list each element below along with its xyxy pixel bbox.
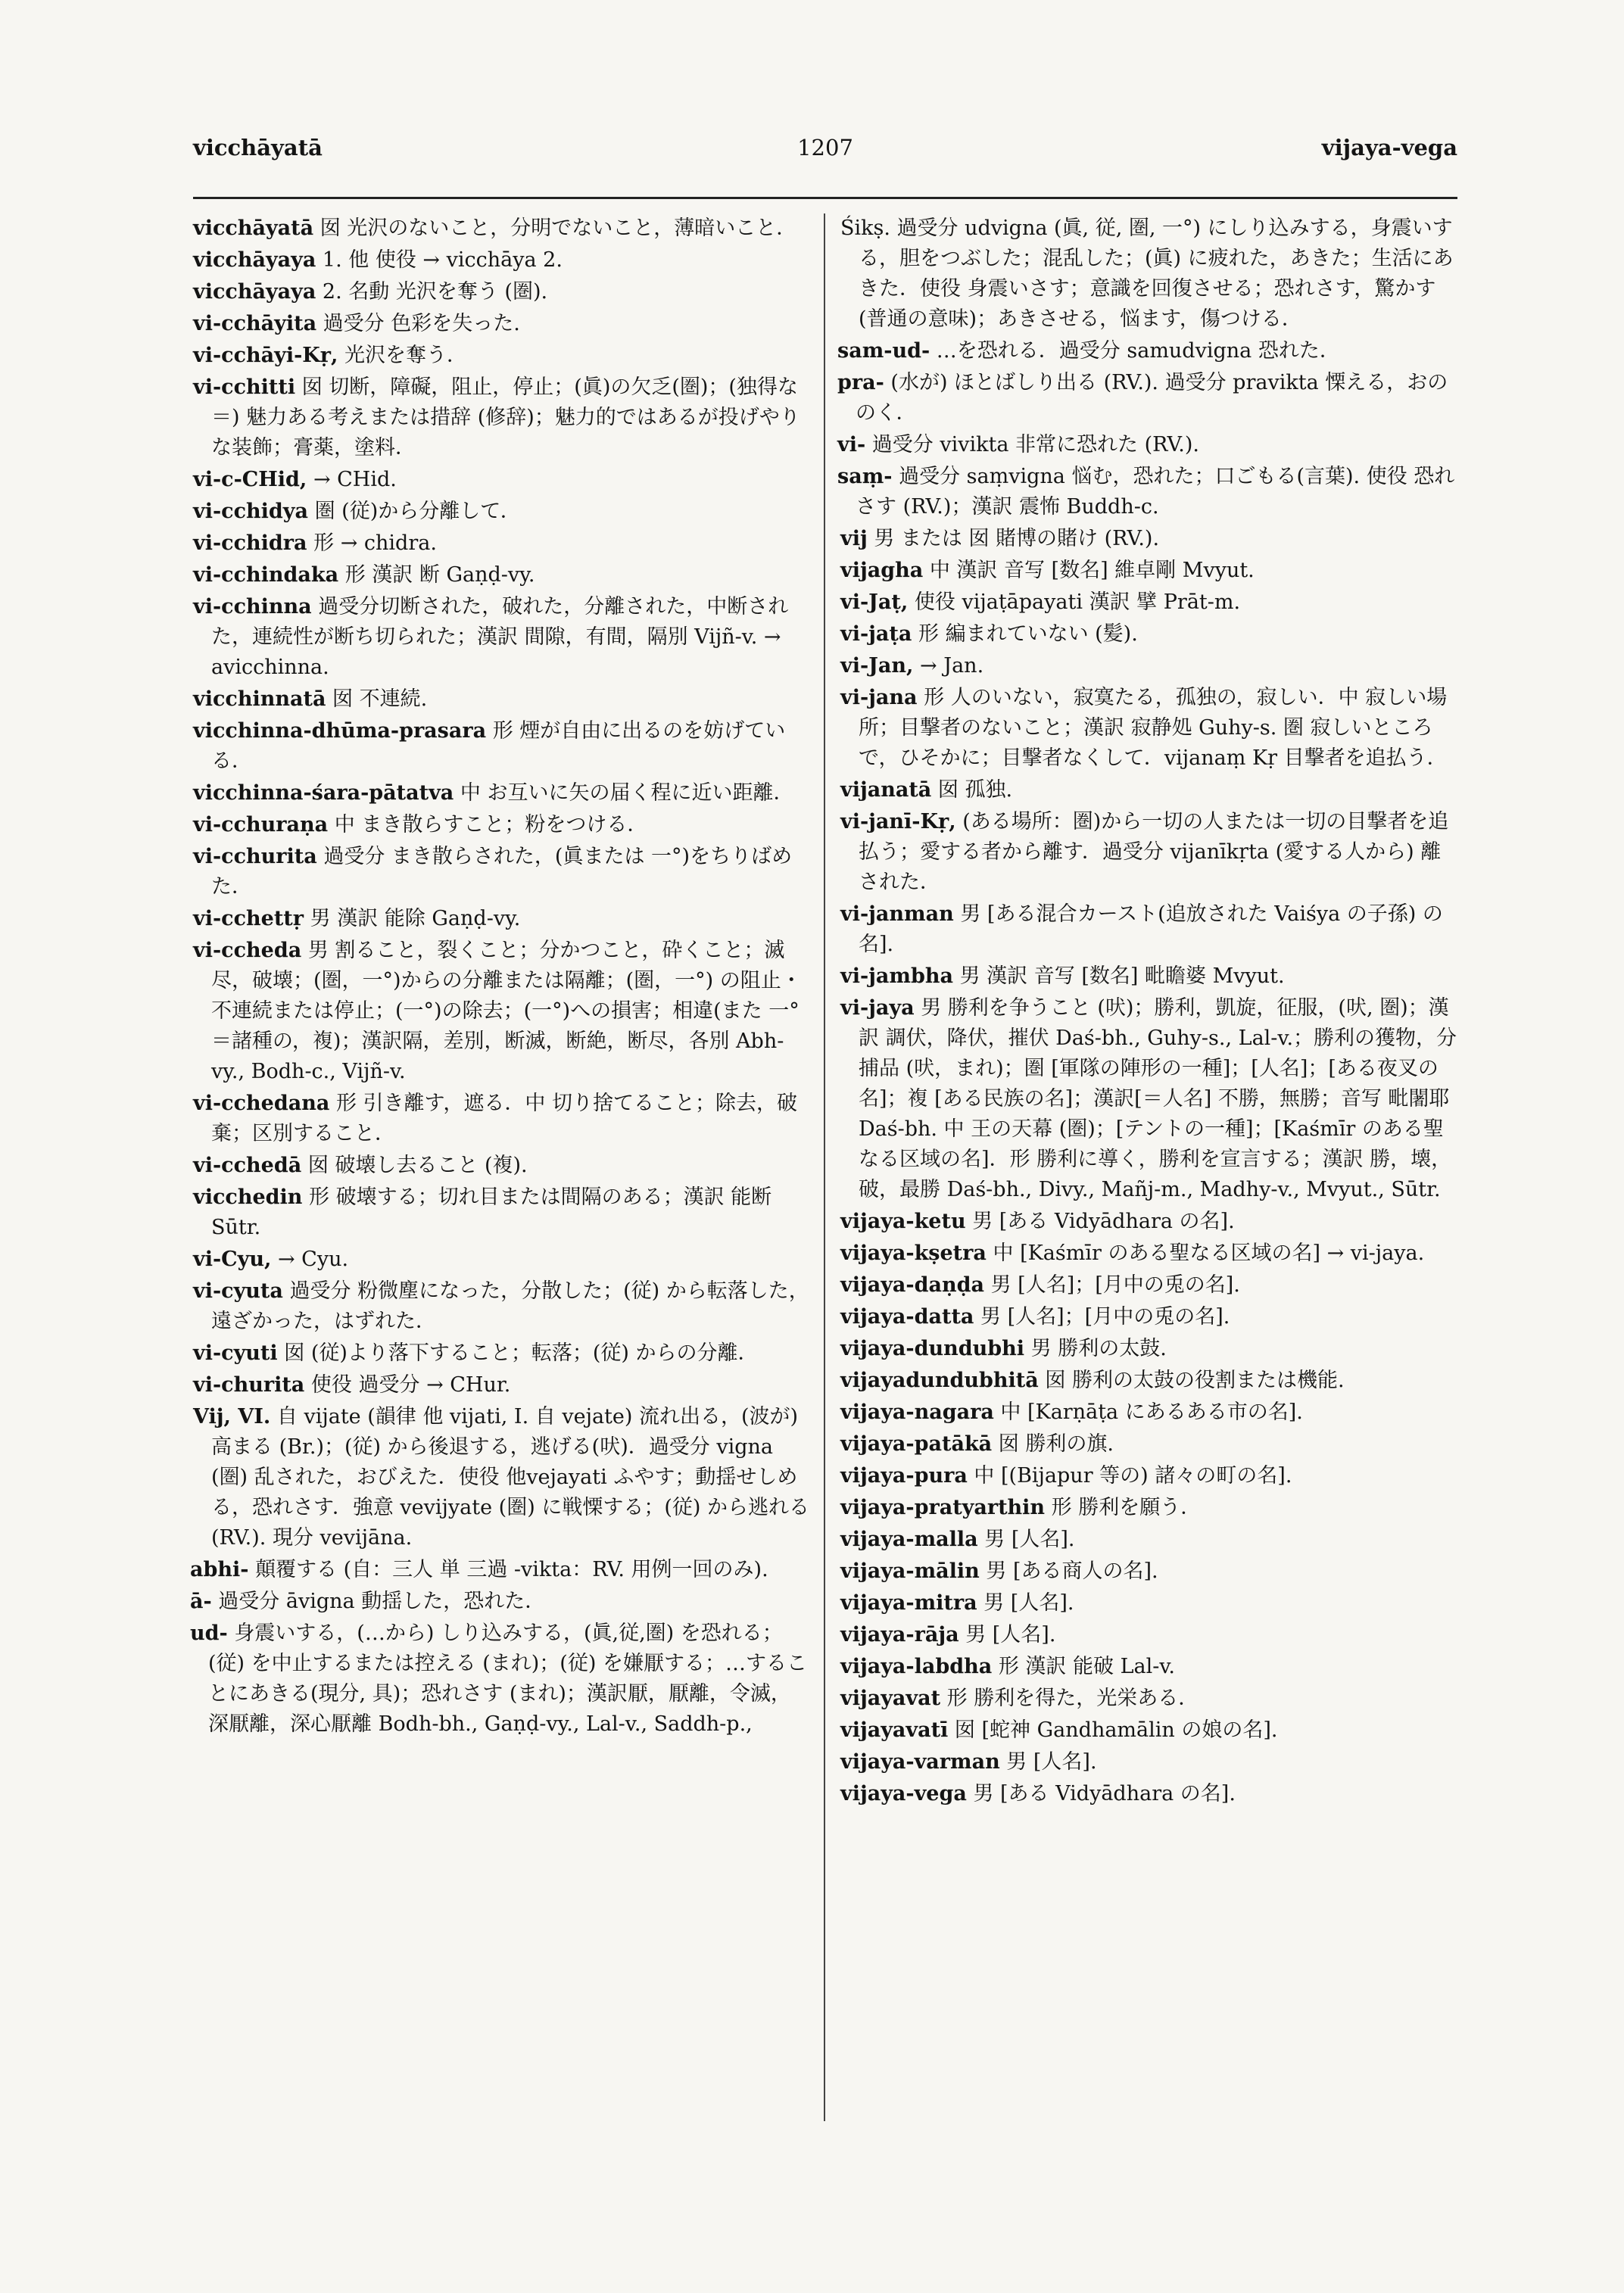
entry-definition: 囡 孤独. [937, 778, 1013, 802]
entry-definition: 形 編まれていない (髪). [918, 622, 1138, 646]
dictionary-entry [840, 1429, 1457, 1460]
dictionary-entry [840, 1366, 1457, 1396]
entry-definition: 中 お互いに矢の届く程に近い距離． [460, 781, 794, 805]
dictionary-entry [840, 213, 1457, 335]
entry-headword: vijaya-mitra [840, 1591, 977, 1615]
entry-definition: 男 勝利の太鼓. [1030, 1337, 1167, 1360]
entry-definition: 形 勝利を願う． [1051, 1496, 1202, 1519]
dictionary-entry [190, 1618, 810, 1740]
entry-headword: vi-cchuraṇa [193, 813, 329, 837]
entry-definition: 顛覆する (自：三人 単 三過 -vikta：RV. 用例一回のみ). [255, 1558, 768, 1581]
dictionary-entry [193, 1151, 810, 1181]
entry-definition: 過受分 āvigna 動揺した，恐れた． [218, 1590, 546, 1613]
entry-headword: vicchāyatā [193, 217, 314, 240]
header-right-guideword: vijaya-vega [1321, 135, 1457, 160]
dictionary-entry [193, 810, 810, 840]
entry-headword: pra- [837, 371, 884, 394]
entry-definition: 囡 光沢のないこと，分明でないこと，薄暗いこと． [320, 217, 797, 240]
entry-definition: 形 煙が自由に出るのを妨げている． [211, 719, 786, 773]
entry-definition: 形 人のいない，寂寞たる，孤独の，寂しい．中 寂しい場所；目撃者のないこと；漢訳 寂静処 Guhy-s. 圏 寂しいところで，ひそかに；目撃者なくして．vijanaṃ Kṛ 目撃者を追払う． [859, 686, 1448, 770]
entry-definition: 光沢を奪う． [344, 344, 467, 367]
dictionary-entry [840, 1238, 1457, 1269]
dictionary-entry [193, 592, 810, 683]
entry-definition: …を恐れる．過受分 samudvigna 恐れた． [936, 339, 1340, 363]
entry-definition: 男 [ある Vidyādhara の名]. [972, 1210, 1235, 1233]
dictionary-entry [193, 497, 810, 527]
entry-headword: vi-cchidya [193, 500, 308, 523]
entry-headword: vi-janman [840, 902, 954, 926]
column-divider [824, 213, 825, 2121]
entry-definition: 形 → chidra. [313, 531, 437, 555]
entry-definition: 男 [人名]. [1006, 1750, 1097, 1774]
dictionary-entry [193, 1245, 810, 1275]
dictionary-entry [193, 684, 810, 715]
entry-headword: vi-churita [193, 1373, 305, 1397]
dictionary-entry [193, 213, 810, 244]
entry-headword: vi-Jaṭ, [840, 590, 909, 614]
entry-headword: vijaya-datta [840, 1305, 974, 1329]
dictionary-entry [840, 524, 1457, 554]
entry-definition: 男 [ある Vidyādhara の名]. [973, 1782, 1236, 1805]
entry-definition: 男 [人名]；[月中の兎の名]. [990, 1273, 1240, 1297]
entry-definition: 形 引き離す，遮る．中 切り捨てること；除去，破棄；区別すること． [211, 1092, 797, 1145]
entry-headword: vijaya-ketu [840, 1210, 966, 1233]
dictionary-entry [840, 1270, 1457, 1301]
dictionary-entry [840, 1620, 1457, 1650]
entry-definition: 中 まき散らすこと；粉をつける． [334, 813, 648, 837]
entry-definition: Śikṣ. 過受分 udvigna (眞, 従, 圏, 一°) にしり込みする，身震いする，胆をつぶした；混乱した；(眞) に疲れた，あきた；生活にあきた．使役 身震いさす；意識を回復させる；恐れさす，驚かす(普通の意味)；あきさせる，悩ます，傷つける． [840, 217, 1454, 331]
left-column [190, 213, 810, 2167]
entry-headword: vi-cchurita [193, 845, 317, 868]
dictionary-entry [840, 619, 1457, 650]
entry-headword: vicchinna-śara-pātatva [193, 781, 454, 805]
entry-headword: vijaya-vega [840, 1782, 967, 1805]
entry-definition: 形 漢訳 断 Gaṇḍ-vy. [344, 563, 535, 587]
entry-definition: 囡 (従)より落下すること；転落；(従) からの分離． [284, 1341, 759, 1365]
entry-definition: (ある場所：圏)から一切の人または一切の目撃者を追払う；愛する者から離す．過受分 vijanīkṛta (愛する人から) 離された． [859, 810, 1449, 894]
dictionary-entry [840, 961, 1457, 992]
dictionary-entry [840, 587, 1457, 618]
dictionary-entry [193, 372, 810, 463]
entry-definition: 形 勝利を得た，光栄ある． [946, 1687, 1199, 1710]
dictionary-entry [193, 1276, 810, 1337]
entry-definition: 囡 勝利の太鼓の役割または機能. [1045, 1369, 1345, 1392]
entry-definition: 自 vijate (韻律 他 vijati, I. 自 vejate) 流れ出る，(波が) 高まる (Br.)；(従) から後退する，逃げる(吠)．過受分 vigna (圏) 乱された，おびえた．使役 他vejayati ふやす；動揺せしめる，恐れさす．強意 vevijyate (圏) に戦慄する；(従) から逃れる (RV.). 現分 vevijāna. [211, 1405, 809, 1550]
dictionary-entry [193, 904, 810, 934]
entry-definition: 囡 勝利の旗. [998, 1432, 1114, 1456]
entry-headword: vi-ccheda [193, 939, 302, 962]
dictionary-entry [840, 556, 1457, 586]
entry-definition: 過受分切断された，破れた，分離された，中断された，連続性が断ち切られた；漢訳 間隙，有間，隔別 Vijñ-v. → avicchinna. [211, 595, 789, 679]
entry-definition: 囡 [蛇神 Gandhamālin の娘の名]. [954, 1718, 1278, 1742]
dictionary-entry [193, 245, 810, 276]
entry-headword: vi-cyuti [193, 1341, 278, 1365]
dictionary-entry [837, 430, 1457, 460]
dictionary-entry [193, 277, 810, 307]
entry-headword: vi-jaya [840, 996, 915, 1020]
entry-definition: 男 [人名]. [965, 1623, 1056, 1647]
entry-headword: vijagha [840, 559, 924, 582]
entry-definition: 男 割ること，裂くこと；分かつこと，砕くこと；滅尽，破壊；(圏，一°)からの分離または隔離；(圏，一°) の阻止・不連続または停止；(一°)の除去；(一°)への損害；相違(また 一°＝諸種の，複)；漢訳隔，差別，断滅，断絶，断尽，各別 Abh-vy., Bodh-c., Vijñ-v. [211, 939, 802, 1083]
entry-definition: → Cyu. [277, 1248, 349, 1271]
page-number: 1207 [797, 135, 853, 160]
dictionary-entry [840, 1715, 1457, 1746]
dictionary-entry [840, 1684, 1457, 1714]
entry-definition: 圏 (従)から分離して． [314, 500, 521, 523]
entry-definition: 形 破壊する；切れ目または間隔のある；漢訳 能断 Sūtr. [211, 1185, 772, 1239]
entry-headword: vijayavatī [840, 1718, 949, 1742]
dictionary-entry [193, 936, 810, 1087]
entry-headword: vijaya-pura [840, 1464, 968, 1488]
entry-headword: Vij, VI. [193, 1405, 271, 1428]
entry-definition: 囡 不連続. [332, 687, 428, 711]
dictionary-entry [840, 1747, 1457, 1777]
dictionary-entry [840, 993, 1457, 1205]
entry-headword: vijayavat [840, 1687, 941, 1710]
entry-headword: vi-cchidra [193, 531, 307, 555]
dictionary-entry [840, 1207, 1457, 1237]
entry-headword: vi- [837, 433, 866, 456]
dictionary-entry [840, 1397, 1457, 1428]
entry-definition: 男 または 囡 賭博の賭け (RV.). [874, 527, 1160, 550]
entry-definition: 過受分 vivikta 非常に恐れた (RV.). [871, 433, 1199, 456]
dictionary-entry [840, 1525, 1457, 1555]
entry-definition: 身震いする，(…から) しり込みする，(眞,従,圏) を恐れる；(従) を中止するまたは控える (まれ)；(従) を嫌厭する；…することにあきる(現分, 具)；恐れさす (まれ)；漢訳厭，厭離，令滅，深厭離，深心厭離 Bodh-bh., Gaṇḍ-vy., Lal-v., Saddh-p., [208, 1622, 807, 1736]
entry-headword: vijanatā [840, 778, 932, 802]
dictionary-entry [193, 341, 810, 371]
dictionary-entry [840, 1334, 1457, 1364]
dictionary-entry [837, 336, 1457, 366]
entry-headword: vijayadundubhitā [840, 1369, 1039, 1392]
dictionary-entry [190, 1587, 810, 1617]
entry-definition: 男 [ある商人の名]. [986, 1559, 1158, 1583]
entry-headword: vi-jana [840, 686, 918, 709]
entry-definition: 中 漢訳 音写 [数名] 維卓剛 Mvyut. [929, 559, 1255, 582]
entry-headword: vi-cchedana [193, 1092, 330, 1115]
entry-headword: vi-cchitti [193, 375, 296, 399]
dictionary-entry [840, 807, 1457, 898]
entry-definition: 男 勝利を争うこと (吠)；勝利，凱旋，征服，(吠, 圏)；漢訳 調伏，降伏，摧伏 Daś-bh., Guhy-s., Lal-v.；勝利の獲物，分捕品 (吠，まれ)；圏 [軍隊の陣形の一種]；[人名]；[ある夜叉の名]；複 [ある民族の名]；漢訳[＝人名] 不勝，無勝；音写 毗闍耶 Daś-bh. 中 王の天幕 (圏)；[テントの一種]；[Kaśmīr のある聖なる区域の名]．形 勝利に導く，勝利を宣言する；漢訳 勝，壊，破，最勝 Daś-bh., Divy., Mañj-m., Madhy-v., Mvyut., Sūtr. [859, 996, 1457, 1201]
entry-definition: 男 漢訳 能除 Gaṇḍ-vy. [310, 907, 521, 930]
entry-headword: vicchāyaya [193, 280, 316, 304]
entry-headword: vij [840, 527, 868, 550]
entry-definition: 中 [(Bijapur 等の) 諸々の町の名]. [974, 1464, 1292, 1488]
entry-headword: vi-janī-Kṛ, [840, 810, 956, 833]
entry-headword: sam-ud- [837, 339, 930, 363]
dictionary-entry [193, 560, 810, 590]
page-header [193, 135, 1457, 180]
dictionary-entry [193, 1089, 810, 1149]
dictionary-entry [193, 716, 810, 777]
entry-headword: vi-jaṭa [840, 622, 912, 646]
entry-definition: 過受分 まき散らされた，(眞または 一°)をちりばめた． [211, 845, 793, 899]
entry-headword: vijaya-daṇḍa [840, 1273, 984, 1297]
dictionary-entry [193, 778, 810, 808]
entry-headword: vijaya-malla [840, 1528, 978, 1551]
entry-headword: vijaya-labdha [840, 1655, 993, 1678]
entry-headword: vi-cchedā [193, 1154, 302, 1177]
entry-headword: vi-jambha [840, 964, 953, 988]
entry-headword: vijaya-varman [840, 1750, 1000, 1774]
entry-headword: vicchinna-dhūma-prasara [193, 719, 487, 743]
entry-definition: 男 [人名]. [983, 1591, 1074, 1615]
entry-definition: 過受分 粉微塵になった，分散した；(従) から転落した，遠ざかった，はずれた． [211, 1279, 809, 1333]
dictionary-entry [190, 1555, 810, 1585]
entry-definition: 1. 他 使役 → vicchāya 2. [322, 248, 563, 272]
entry-definition: 男 漢訳 音写 [数名] 毗瞻婆 Mvyut. [959, 964, 1285, 988]
entry-definition: 過受分 色彩を失った. [323, 312, 520, 335]
entry-definition: 男 [ある混合カースト(追放された Vaiśya の子孫) の名]. [859, 902, 1443, 956]
entry-definition: → Jan. [920, 654, 984, 678]
entry-definition: 男 [人名]. [984, 1528, 1075, 1551]
header-rule [193, 197, 1457, 199]
entry-headword: vi-cchindaka [193, 563, 339, 587]
entry-headword: vi-cchāyita [193, 312, 317, 335]
dictionary-entry [840, 1652, 1457, 1682]
dictionary-entry [840, 899, 1457, 960]
dictionary-entry [840, 1493, 1457, 1523]
entry-definition: 過受分 saṃvigna 悩む，恐れた；口ごもる(言葉). 使役 恐れさす (RV.)；漢訳 震怖 Buddh-c. [856, 465, 1455, 519]
entry-headword: ā- [190, 1590, 212, 1613]
entry-headword: vijaya-nagara [840, 1400, 994, 1424]
entry-headword: abhi- [190, 1558, 249, 1581]
entry-headword: vi-Jan, [840, 654, 914, 678]
dictionary-entry [840, 775, 1457, 805]
entry-headword: vi-cchinna [193, 595, 312, 618]
entry-definition: (水が) ほとばしり出る (RV.). 過受分 pravikta 慄える，おののく． [856, 371, 1448, 425]
entry-definition: 中 [Karṇāṭa にあるある市の名]. [1000, 1400, 1303, 1424]
header-left-guideword: vicchāyatā [193, 135, 323, 160]
dictionary-entry [840, 651, 1457, 681]
entry-headword: vijaya-dundubhi [840, 1337, 1025, 1360]
entry-definition: 2. 名動 光沢を奪う (圏). [322, 280, 548, 304]
entry-definition: 中 [Kaśmīr のある聖なる区域の名] → vi-jaya. [993, 1242, 1425, 1265]
entry-definition: 囡 破壊し去ること (複). [307, 1154, 528, 1177]
dictionary-entry [840, 1588, 1457, 1618]
dictionary-entry [193, 842, 810, 902]
dictionary-entry [840, 1461, 1457, 1491]
dictionary-entry [837, 368, 1457, 428]
entry-headword: vi-c-CHid, [193, 468, 307, 491]
dictionary-entry [193, 528, 810, 559]
dictionary-entry [193, 1338, 810, 1369]
dictionary-entry [193, 465, 810, 495]
dictionary-entry [193, 1402, 810, 1553]
entry-definition: 形 漢訳 能破 Lal-v. [998, 1655, 1175, 1678]
entry-headword: vijaya-pratyarthin [840, 1496, 1046, 1519]
entry-headword: vi-cyuta [193, 1279, 283, 1303]
entry-definition: 使役 vijaṭāpayati 漢訳 擘 Prāt-m. [914, 590, 1241, 614]
entry-headword: vicchedin [193, 1185, 303, 1209]
entry-headword: vijaya-kṣetra [840, 1242, 987, 1265]
entry-headword: vicchāyaya [193, 248, 316, 272]
dictionary-entry [193, 1182, 810, 1243]
entry-headword: vicchinnatā [193, 687, 326, 711]
entry-headword: saṃ- [837, 465, 893, 488]
entry-headword: vijaya-rāja [840, 1623, 959, 1647]
entry-definition: 囡 切断，障礙，阻止，停止；(眞)の欠乏(圏)；(独得な＝) 魅力ある考えまたは措辞 (修辞)；魅力的ではあるが投げやりな装飾；膏薬，塗料． [211, 375, 800, 460]
entry-headword: vijaya-patākā [840, 1432, 993, 1456]
dictionary-entry [840, 1779, 1457, 1809]
entry-headword: ud- [190, 1622, 228, 1645]
entry-definition: 使役 過受分 → CHur. [310, 1373, 511, 1397]
dictionary-entry [840, 1556, 1457, 1587]
dictionary-entry [193, 1370, 810, 1400]
entry-headword: vi-cchettṛ [193, 907, 304, 930]
entry-headword: vi-Cyu, [193, 1248, 272, 1271]
dictionary-entry [837, 462, 1457, 522]
entry-definition: → CHid. [313, 468, 397, 491]
entry-definition: 男 [人名]；[月中の兎の名]. [980, 1305, 1230, 1329]
dictionary-entry [840, 1302, 1457, 1332]
entry-headword: vijaya-mālin [840, 1559, 980, 1583]
entry-headword: vi-cchāyi-Kṛ, [193, 344, 338, 367]
dictionary-entry [193, 309, 810, 339]
dictionary-entry [840, 683, 1457, 774]
right-column [837, 213, 1457, 2167]
